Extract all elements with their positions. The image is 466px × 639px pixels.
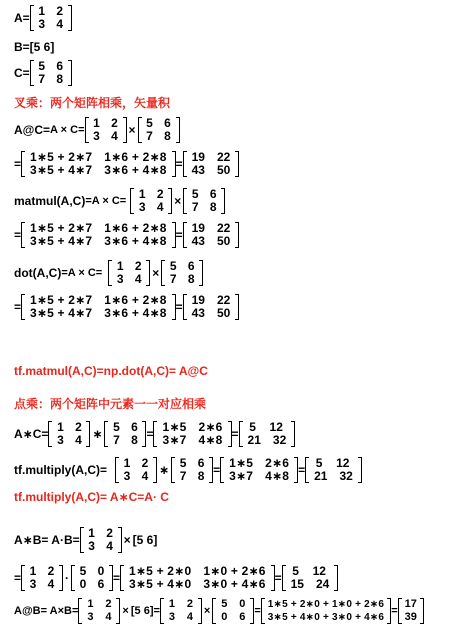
matmul-eq: =A × C= [85, 194, 127, 207]
matrix-elementwise-expression [153, 421, 231, 447]
matrix-cell: 3 [29, 577, 37, 591]
matrix-cell: 3∗5 + 4∗7 [30, 306, 93, 320]
matrix-cell: 4 [186, 611, 193, 623]
matrix-cell: 1∗5 + 2∗0 [129, 564, 192, 578]
matrix-cell: 6 [187, 259, 195, 273]
matrix-cell: 2 [56, 4, 64, 18]
matrix-a [160, 598, 202, 624]
matrix-cell: 1 [29, 564, 37, 578]
matrix-cell: 3 [138, 200, 146, 214]
star-symbol: ∗ [159, 463, 170, 477]
matrix-cell: 39 [404, 611, 417, 623]
matrix-cell: 6 [164, 116, 171, 130]
matrix-cell: 6 [97, 577, 105, 591]
matrix-c [171, 457, 213, 483]
matrix-cell: 0 [239, 598, 246, 610]
matrix-cell: 2 [156, 187, 164, 201]
matrix-cell: 12 [312, 564, 326, 578]
star-symbol: ∗ [92, 427, 103, 441]
matrix-cell: 1 [116, 259, 124, 273]
matrix-a [115, 457, 157, 483]
eq-symbol: = [14, 157, 22, 171]
matrix-c [138, 117, 180, 143]
eq-symbol: = [391, 604, 398, 617]
matrix-a [78, 598, 120, 624]
matrix-cell: 22 [216, 293, 231, 307]
matrix-cell: 5 [113, 420, 120, 434]
matrix-cell: 5 [79, 564, 87, 578]
matrix-cell: 2 [111, 116, 118, 130]
line-prefix: A@B= A×B= [14, 604, 79, 617]
matrix-cell: 5 [146, 116, 153, 130]
line-elementwise [14, 421, 295, 447]
matrix-cell: 4 [134, 272, 142, 286]
matrix-a [48, 421, 90, 447]
matrix-elementwise-expression [220, 457, 298, 483]
matrix-cell: 1∗5 + 2∗0 + 1∗0 + 2∗6 [267, 599, 385, 610]
line-cross-expansion-1 [14, 151, 239, 177]
matrix-result [183, 222, 240, 248]
matrix-cell: 1∗5 [229, 456, 254, 470]
matrix-cell: 43 [191, 306, 205, 320]
matrix-cell: 32 [272, 433, 287, 447]
matrix-cell: 7 [169, 272, 177, 286]
matrix-result [282, 565, 339, 591]
matrix-multiply-expression [21, 294, 176, 320]
matrix-cell: 5 [191, 187, 199, 201]
dot-label: dot(A,C) [14, 266, 62, 280]
matrix-a [21, 565, 63, 591]
matrix-cell: 3∗5 + 4∗7 [30, 163, 93, 177]
matrix-cell: 1∗5 [162, 420, 187, 434]
heading-cross-product [14, 97, 170, 109]
matrix-cell: 8 [131, 433, 138, 447]
matrix-cell: 1∗6 + 2∗8 [104, 221, 167, 235]
times-symbol: × [128, 123, 136, 137]
def-b [14, 41, 54, 53]
matrix-cell: 4 [105, 611, 112, 623]
matrix-cell: 2 [134, 259, 142, 273]
matrix-a [85, 117, 127, 143]
matrix-cell: 2 [47, 564, 55, 578]
matrix-cell: 1 [88, 526, 95, 540]
matrix-cell: 4 [111, 129, 118, 143]
matmul-label: matmul(A,C) [14, 194, 86, 208]
eq-symbol: = [113, 571, 121, 585]
matrix-cell: 22 [216, 150, 231, 164]
times-symbol: × [123, 533, 131, 547]
eq-symbol: = [14, 300, 22, 314]
matrix-cell: 3∗6 + 4∗8 [104, 163, 167, 177]
eq-symbol: = [175, 300, 183, 314]
matrix-cell: 6 [197, 456, 205, 470]
b-row: [5 6] [132, 533, 158, 547]
line-prefix: A@C= [14, 123, 51, 137]
matrix-cell: 6 [239, 611, 246, 623]
line-cross-expansion-3 [14, 294, 239, 320]
matrix-a [130, 188, 172, 214]
matrix-cell: 43 [191, 234, 205, 248]
matrix-cell: 1∗0 + 2∗6 [203, 564, 266, 578]
matrix-cell: 5 [169, 259, 177, 273]
matrix-cell: 5 [221, 598, 228, 610]
tf-matmul-line [14, 365, 208, 377]
matrix-cell: 19 [191, 293, 205, 307]
matrix-cell: 1∗5 + 2∗7 [30, 221, 93, 235]
matrix-cell: 1∗6 + 2∗8 [104, 150, 167, 164]
matrix-cell: 3∗7 [229, 469, 254, 483]
times-symbol: × [122, 604, 129, 617]
def-b-line: B=[5 6] [14, 40, 55, 54]
matrix-cell: 0 [79, 577, 87, 591]
matrix-cell: 2 [186, 598, 193, 610]
matrix-a [108, 260, 150, 286]
matrix-cell: 1 [93, 116, 100, 130]
matrix-cell: 4 [156, 200, 164, 214]
line-matmul-at [14, 117, 180, 143]
matrix-cell: 4∗8 [198, 433, 223, 447]
matrix-cell: 7 [179, 469, 187, 483]
matrix-cell: 24 [315, 577, 330, 591]
matrix-cell: 2∗6 [265, 456, 290, 470]
times-symbol: × [152, 266, 160, 280]
matrix-cell: 3∗6 + 4∗8 [104, 306, 167, 320]
matrix-cell: 5 [249, 420, 256, 434]
matrix-cell: 50 [216, 234, 231, 248]
matrix-cell: 8 [56, 72, 64, 86]
eq-symbol: = [231, 427, 239, 441]
matrix-result [183, 294, 240, 320]
matrix-cell: 3 [93, 129, 100, 143]
tf-multiply-text: tf.multiply(A,C)= A∗C=A· C [14, 490, 169, 504]
b-row: [5 6] [130, 604, 154, 617]
matrix-c [104, 421, 146, 447]
matrix-cell: 17 [404, 598, 417, 610]
matrix-cell: 22 [216, 221, 231, 235]
matrix-cell: 2 [106, 526, 113, 540]
matrix-cell: 15 [290, 577, 304, 591]
matrix-cell: 12 [269, 420, 283, 434]
matrix-cell: 2 [141, 456, 149, 470]
matrix-cell: 3∗7 [162, 433, 187, 447]
matrix-multiply-expression [21, 151, 176, 177]
tf-multiply-line [14, 491, 169, 503]
matrix-cell: 4 [75, 433, 82, 447]
dot-symbol: · [65, 571, 70, 585]
matrix-c [183, 188, 225, 214]
matrix-c [161, 260, 203, 286]
eq-symbol: = [14, 228, 22, 242]
def-c [14, 60, 72, 86]
matrix-cell: 3 [38, 17, 46, 31]
matrix-cell: 3 [168, 611, 175, 623]
times-symbol: × [174, 194, 182, 208]
matrix-cell: 21 [314, 469, 328, 483]
matrix-result [183, 151, 240, 177]
line-prefix: A∗B= A·B= [14, 533, 80, 547]
matrix-a [30, 5, 72, 31]
matrix-cell: 1 [38, 4, 46, 18]
eq-symbol: = [213, 463, 221, 477]
line-broadcast-3 [14, 598, 424, 624]
matrix-cell: 19 [191, 221, 205, 235]
line-broadcast-2 [14, 565, 338, 591]
matrix-b-diagonal [71, 565, 113, 591]
matrix-cell: 32 [339, 469, 353, 483]
heading-elementwise-text: 点乘：两个矩阵中元素一一对应相乘 [14, 397, 207, 411]
matrix-cell: 2∗6 [198, 420, 223, 434]
matrix-result [239, 421, 296, 447]
matrix-cell: 43 [191, 163, 205, 177]
def-a-label: A= [14, 11, 30, 25]
matrix-a [80, 527, 122, 553]
matrix-cell: 2 [75, 420, 82, 434]
line-tf-multiply [14, 457, 362, 483]
eq-symbol: = [14, 571, 22, 585]
matrix-cell: 0 [221, 611, 228, 623]
tf-matmul-text: tf.matmul(A,C)=np.dot(A,C)= A@C [14, 364, 208, 378]
matrix-cell: 8 [187, 272, 195, 286]
matrix-cell: 0 [97, 564, 105, 578]
eq-symbol: = [254, 604, 261, 617]
matrix-multiply-expression [21, 222, 176, 248]
matrix-cell: 8 [164, 129, 171, 143]
line-cross-expansion-2 [14, 222, 239, 248]
matrix-cell: 3 [87, 611, 94, 623]
matrix-cell: 1 [138, 187, 146, 201]
matrix-cell: 8 [197, 469, 205, 483]
matrix-cell: 3∗5 + 4∗0 + 3∗0 + 4∗6 [267, 612, 385, 623]
matrix-cell: 12 [336, 456, 350, 470]
matrix-c [30, 60, 72, 86]
matrix-cell: 6 [131, 420, 138, 434]
line-prefix: A∗C= [14, 427, 49, 441]
eq-symbol: = [175, 157, 183, 171]
matrix-cell: 7 [113, 433, 120, 447]
matrix-cell: 3∗6 + 4∗8 [104, 234, 167, 248]
matrix-cell: 50 [216, 306, 231, 320]
matrix-cell: 3∗5 + 4∗7 [30, 234, 93, 248]
matrix-cell: 2 [105, 598, 112, 610]
matrix-result [398, 598, 424, 624]
matrix-cell: 7 [191, 200, 199, 214]
matrix-cell: 1∗6 + 2∗8 [104, 293, 167, 307]
times-symbol: × [203, 604, 211, 617]
matrix-cell: 5 [315, 456, 323, 470]
matrix-cell: 3∗5 + 4∗0 [129, 577, 192, 591]
line-broadcast-1 [14, 527, 157, 553]
matrix-multiply-expression [261, 598, 391, 624]
matrix-cell: 7 [38, 72, 46, 86]
matrix-cell: 6 [209, 187, 217, 201]
matrix-multiply-expression [120, 565, 275, 591]
line-mid: A × C= [50, 123, 85, 136]
matrix-cell: 1∗5 + 2∗7 [30, 293, 93, 307]
def-a [14, 5, 72, 31]
matrix-cell: 4 [141, 469, 149, 483]
matrix-cell: 3 [123, 469, 131, 483]
matrix-cell: 3 [116, 272, 124, 286]
matrix-cell: 7 [146, 129, 153, 143]
heading-elementwise [14, 398, 206, 410]
matrix-cell: 6 [56, 59, 64, 73]
matrix-cell: 3∗0 + 4∗6 [203, 577, 266, 591]
matrix-cell: 50 [216, 163, 231, 177]
line-matmul [14, 188, 225, 214]
eq-symbol: = [175, 228, 183, 242]
eq-symbol: = [153, 604, 160, 617]
matrix-cell: 19 [191, 150, 205, 164]
matrix-cell: 5 [38, 59, 46, 73]
eq-symbol: = [274, 571, 282, 585]
matrix-cell: 1∗5 + 2∗7 [30, 150, 93, 164]
eq-symbol: = [298, 463, 306, 477]
dot-eq: =A × C= [61, 266, 103, 279]
heading-cross-text: 叉乘：两个矩阵相乘，矢量积 [14, 96, 171, 110]
matrix-cell: 4 [106, 539, 113, 553]
matrix-cell: 21 [247, 433, 261, 447]
matrix-cell: 8 [209, 200, 217, 214]
matrix-result [305, 457, 362, 483]
matrix-cell: 5 [179, 456, 187, 470]
matrix-cell: 4∗8 [265, 469, 290, 483]
matrix-cell: 5 [292, 564, 299, 578]
matrix-cell: 1 [87, 598, 94, 610]
matrix-cell: 1 [57, 420, 64, 434]
matrix-cell: 3 [88, 539, 95, 553]
matrix-cell: 1 [168, 598, 175, 610]
tf-multiply-label: tf.multiply(A,C)= [14, 463, 107, 477]
matrix-cell: 4 [56, 17, 64, 31]
def-c-label: C= [14, 66, 30, 80]
line-dot [14, 260, 203, 286]
matrix-cell: 3 [57, 433, 64, 447]
matrix-cell: 4 [47, 577, 55, 591]
matrix-b-diagonal [212, 598, 254, 624]
eq-symbol: = [146, 427, 154, 441]
matrix-cell: 1 [123, 456, 131, 470]
